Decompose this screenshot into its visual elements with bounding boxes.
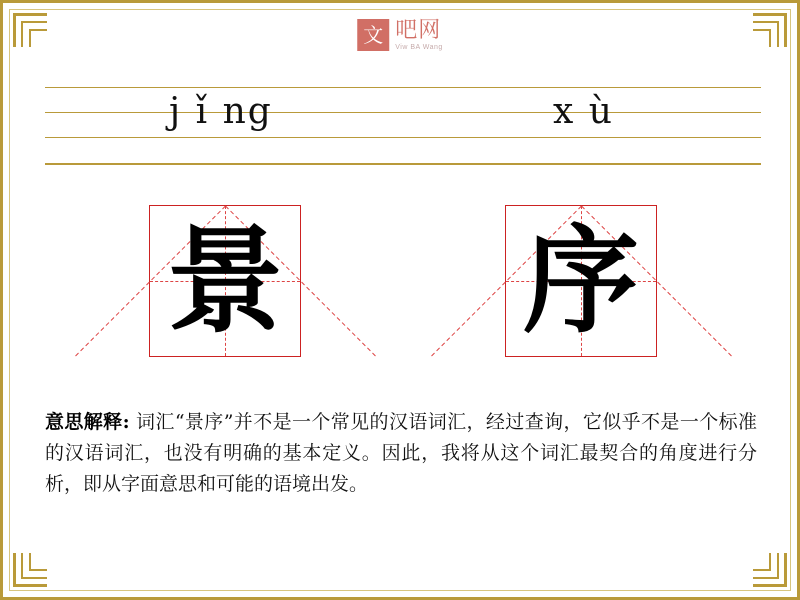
explanation-block (45, 407, 757, 499)
staff-line (45, 112, 761, 113)
logo-text-en: Viw BA Wang (395, 43, 443, 51)
character-glyph: 序 (523, 213, 639, 349)
character-grid-row (3, 203, 800, 363)
explanation-label: 意思解释: (45, 411, 130, 433)
pinyin-syllable: j ǐ ng (169, 91, 273, 132)
pinyin-syllable: x ù (553, 91, 614, 132)
site-logo (357, 19, 443, 51)
logo-text (395, 17, 443, 51)
staff-line (45, 163, 761, 165)
corner-ornament-bottom-left (13, 553, 47, 587)
logo-mark-icon: 文 (357, 19, 389, 51)
corner-ornament-bottom-right (753, 553, 787, 587)
explanation-text: 词汇“景序”并不是一个常见的汉语词汇，经过查询，它似乎不是一个标准的汉语词汇，也没有明确的基本定义。因此，我将从这个词汇最契合的角度进行分析，即从字面意思和可能的语境出发。 (45, 411, 758, 495)
corner-ornament-top-right (753, 13, 787, 47)
corner-ornament-top-left (13, 13, 47, 47)
staff-line (45, 137, 761, 138)
pinyin-staff (45, 87, 761, 165)
staff-line (45, 87, 761, 88)
character-grid-box (505, 205, 657, 357)
logo-text-cn: 吧网 (395, 17, 442, 43)
character-glyph: 景 (167, 213, 283, 349)
character-grid-box (149, 205, 301, 357)
